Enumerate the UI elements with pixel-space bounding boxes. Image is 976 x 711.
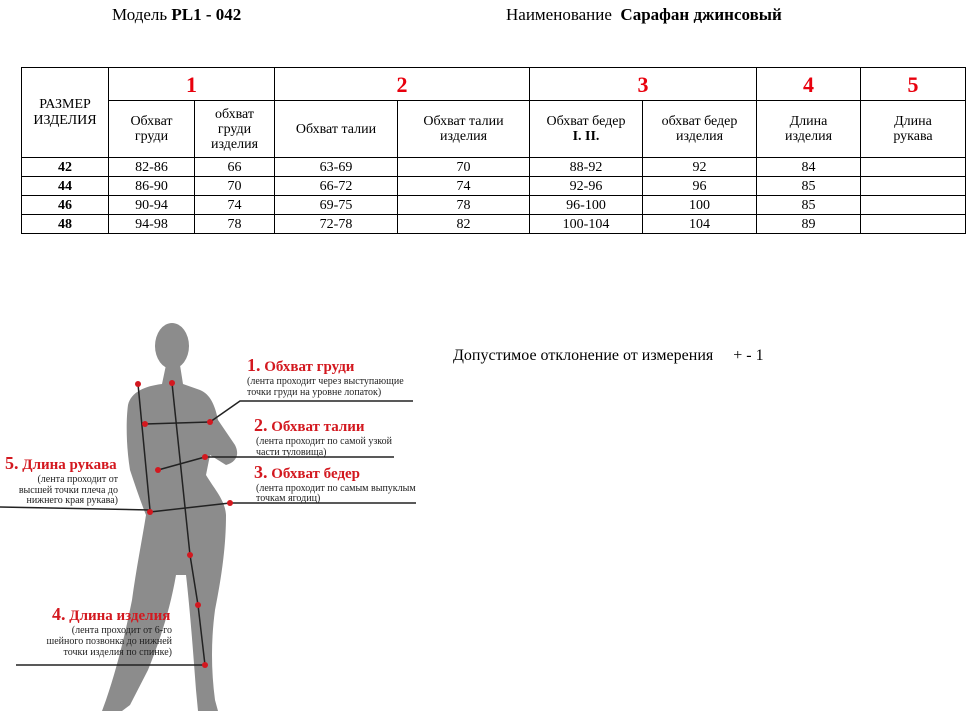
table-cell: 82-86: [109, 158, 195, 177]
name-value: Сарафан джинсовый: [620, 5, 782, 24]
table-cell: 70: [195, 177, 275, 196]
subheader-sleeve: Длина рукава: [861, 101, 966, 158]
group-5: 5: [861, 68, 966, 101]
table-cell: 85: [757, 196, 861, 215]
label-chest-desc-1: (лента проходит через выступающие: [247, 376, 404, 387]
subheader-chest-garment: обхват груди изделия: [195, 101, 275, 158]
tolerance-text: Допустимое отклонение от измерения: [453, 347, 714, 364]
table-cell: 72-78: [275, 215, 398, 234]
subheader-hips: Обхват бедер I. II.: [530, 101, 643, 158]
table-cell: 94-98: [109, 215, 195, 234]
model-code: PL1 - 042: [171, 5, 242, 24]
label-length-desc-3: точки изделия по спинке): [63, 647, 172, 658]
table-cell: 84: [757, 158, 861, 177]
size-cell: 44: [22, 177, 109, 196]
group-2: 2: [275, 68, 530, 101]
label-hips-desc-1: (лента проходит по самым выпуклым: [256, 483, 416, 494]
size-cell: 48: [22, 215, 109, 234]
label-sleeve-desc-3: нижнего края рукава): [26, 495, 118, 506]
label-waist-desc-2: части туловища): [256, 447, 327, 458]
table-cell: 78: [398, 196, 530, 215]
label-waist-title: 2. Обхват талии: [254, 415, 365, 435]
name-label: Наименование: [506, 5, 612, 24]
label-length-desc-1: (лента проходит от 6-го: [71, 625, 172, 636]
table-cell: 66-72: [275, 177, 398, 196]
table-cell: 90-94: [109, 196, 195, 215]
table-cell: 100-104: [530, 215, 643, 234]
table-cell: 100: [643, 196, 757, 215]
label-hips-title: 3. Обхват бедер: [254, 462, 361, 482]
size-cell: 42: [22, 158, 109, 177]
tolerance-value: + - 1: [733, 347, 764, 364]
group-3: 3: [530, 68, 757, 101]
size-cell: 46: [22, 196, 109, 215]
model-label: Модель: [112, 5, 168, 24]
label-length-desc-2: шейного позвонка до нижней: [46, 636, 172, 647]
label-hips-desc-2: точкам ягодиц): [256, 493, 321, 504]
table-cell: 88-92: [530, 158, 643, 177]
subheader-length: Длина изделия: [757, 101, 861, 158]
label-sleeve-desc-2: высшей точки плеча до: [18, 485, 118, 496]
table-cell: 74: [195, 196, 275, 215]
table-cell: 82: [398, 215, 530, 234]
label-waist-desc-1: (лента проходит по самой узкой: [256, 436, 392, 447]
subheader-hips-garment: обхват бедер изделия: [643, 101, 757, 158]
subheader-chest: Обхват груди: [109, 101, 195, 158]
table-cell: 66: [195, 158, 275, 177]
table-cell: 74: [398, 177, 530, 196]
group-1: 1: [109, 68, 275, 101]
label-sleeve-desc-1: (лента проходит от: [37, 474, 118, 485]
table-cell: 69-75: [275, 196, 398, 215]
subheader-waist-garment: Обхват талии изделия: [398, 101, 530, 158]
table-cell: 92: [643, 158, 757, 177]
label-sleeve-title: 5. Длина рукава: [5, 453, 117, 473]
table-cell: 85: [757, 177, 861, 196]
table-cell: 96-100: [530, 196, 643, 215]
table-cell: 104: [643, 215, 757, 234]
table-cell: 86-90: [109, 177, 195, 196]
table-cell: 70: [398, 158, 530, 177]
label-chest-title: 1. Обхват груди: [247, 355, 355, 375]
table-cell: 89: [757, 215, 861, 234]
table-cell: 63-69: [275, 158, 398, 177]
row-header-cell: РАЗМЕР ИЗДЕЛИЯ: [22, 68, 109, 158]
table-cell: 96: [643, 177, 757, 196]
table-cell: 92-96: [530, 177, 643, 196]
label-length-title: 4. Длина изделия: [52, 604, 171, 624]
label-chest-desc-2: точки груди на уровне лопаток): [247, 387, 382, 398]
table-cell: 78: [195, 215, 275, 234]
subheader-waist: Обхват талии: [275, 101, 398, 158]
group-4: 4: [757, 68, 861, 101]
